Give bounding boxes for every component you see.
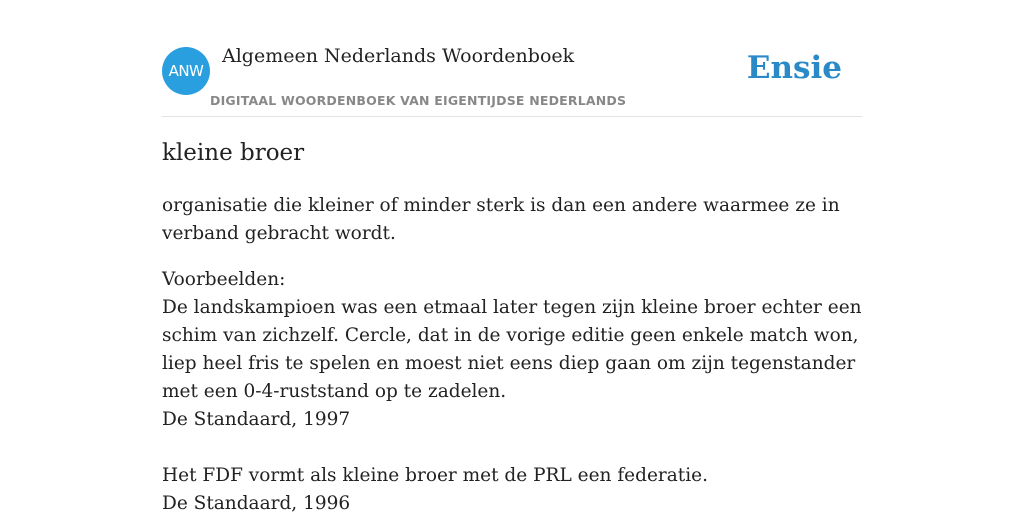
anw-logo[interactable]	[162, 47, 210, 95]
dictionary-subtitle: DIGITAAL WOORDENBOEK VAN EIGENTIJDSE NEDERLANDS	[210, 93, 627, 108]
site-header	[162, 0, 862, 117]
dictionary-name[interactable]: Algemeen Nederlands Woordenboek	[222, 45, 575, 67]
example-spacer	[162, 434, 862, 462]
example-text: De landskampioen was een etmaal later tegen zijn kleine broer echter een schim van zichzelf. Cercle, dat in de vorige editie geen enkele match won, liep heel fris te spelen en moest niet eens diep gaan om zijn tegenstander met een 0-4-ruststand op te zadelen.	[162, 297, 862, 402]
logo-text: ANW	[168, 62, 204, 80]
examples-label: Voorbeelden:	[162, 269, 286, 290]
example-text: Het FDF vormt als kleine broer met de PRL een federatie.	[162, 465, 708, 486]
ensie-brand-logo[interactable]: Ensie	[746, 50, 842, 86]
page-container	[162, 0, 862, 514]
definition-text: organisatie die kleiner of minder sterk is dan een andere waarmee ze in verband gebracht wordt.	[162, 195, 840, 244]
example-source: De Standaard, 1997	[162, 409, 351, 430]
entry-content	[162, 192, 862, 518]
example-source: De Standaard, 1996	[162, 493, 351, 514]
headword-title: kleine broer	[162, 140, 305, 166]
